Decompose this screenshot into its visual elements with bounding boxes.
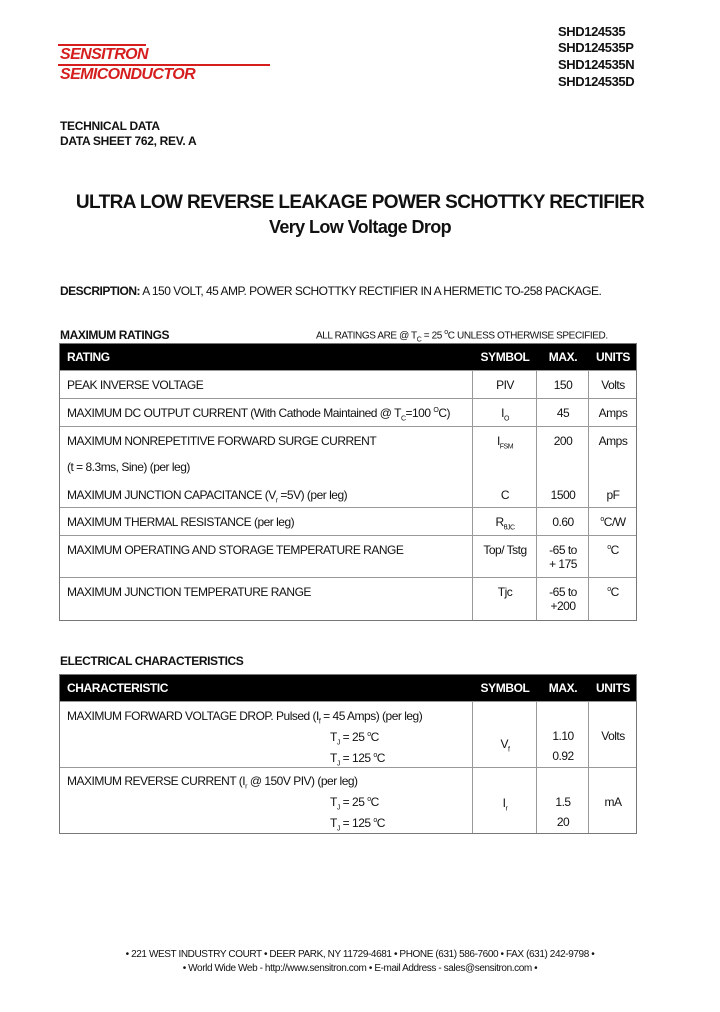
condition-125c: $T_J = 125$ $^o$C (330, 816, 385, 833)
col-max: MAX. (548, 350, 578, 364)
description-label: DESCRIPTION: (60, 284, 141, 298)
symbol: $V_f$ (500, 737, 510, 754)
max-ratings-header (60, 344, 636, 370)
symbol: PIV (496, 378, 514, 392)
rating-label: MAXIMUM THERMAL RESISTANCE (per leg) (67, 515, 295, 529)
condition-25c: $T_J = 25$ $^o$C (330, 795, 379, 812)
units: pF (606, 488, 620, 502)
units: Volts (601, 378, 625, 392)
col-symbol: SYMBOL (480, 350, 530, 364)
table-row (60, 398, 636, 427)
symbol: Tjc (497, 585, 513, 599)
units: Volts (601, 729, 625, 743)
units: $^o$C/W (600, 515, 626, 529)
units: $^o$C (607, 543, 619, 557)
table-row (60, 426, 636, 508)
condition-25c: $T_J = 25$ $^o$C (330, 730, 379, 747)
footer-address: • 221 WEST INDUSTRY COURT • DEER PARK, NY 11729-4681 • PHONE (631) 586-7600 • FAX (631) 242-9798 • (125, 949, 595, 960)
units: mA (604, 795, 622, 809)
part-number-4: SHD124535D (558, 74, 635, 89)
max-value: 1.5 (555, 795, 571, 809)
col-rating: RATING (67, 350, 110, 364)
col-units: UNITS (595, 681, 630, 695)
max-value-2: +200 (550, 599, 576, 613)
description (60, 284, 601, 298)
col-characteristic: CHARACTERISTIC (67, 681, 169, 695)
table-row (60, 767, 636, 834)
max-value: 1.10 (552, 729, 574, 743)
units: Amps (598, 406, 628, 420)
max-value: -65 to (549, 585, 577, 599)
units: $^o$C (607, 585, 619, 599)
rating-label-condition: (t = 8.3ms, Sine) (per leg) (67, 460, 190, 474)
characteristic-label: MAXIMUM FORWARD VOLTAGE DROP. Pulsed ($I_f = 45$ Amps) (per leg) (67, 709, 423, 726)
symbol: C (500, 488, 510, 502)
max-value: -65 to (549, 543, 577, 557)
units: Amps (598, 434, 628, 448)
max-value: 1500 (550, 488, 576, 502)
max-value-2: 0.92 (552, 749, 574, 763)
max-value-2: + 175 (549, 557, 577, 571)
rating-label: MAXIMUM OPERATING AND STORAGE TEMPERATURE RANGE (67, 543, 404, 557)
rating-label: PEAK INVERSE VOLTAGE (67, 378, 204, 392)
col-units: UNITS (595, 350, 630, 364)
logo-sensitron: SENSITRON (60, 46, 148, 63)
electrical-header (60, 675, 636, 701)
footer-web: • World Wide Web - http://www.sensitron.com • E-mail Address - sales@sensitron.com • (182, 963, 538, 974)
part-number-2: SHD124535P (558, 40, 634, 55)
max-value: 0.60 (552, 515, 574, 529)
rating-label: MAXIMUM JUNCTION TEMPERATURE RANGE (67, 585, 311, 599)
max-value: 150 (553, 378, 573, 392)
rating-label: MAXIMUM DC OUTPUT CURRENT (With Cathode Maintained @ $T_C=100$ $^O$C) (67, 406, 450, 423)
table-row (60, 535, 636, 578)
condition-125c: $T_J = 125$ $^o$C (330, 751, 385, 768)
logo-semiconductor: SEMICONDUCTOR (60, 66, 196, 83)
table-row (60, 507, 636, 536)
max-ratings-table (59, 343, 637, 621)
max-ratings-heading: MAXIMUM RATINGS (60, 328, 170, 342)
symbol: $R_{\theta JC}$ (495, 515, 515, 532)
table-row (60, 701, 636, 768)
characteristic-label: MAXIMUM REVERSE CURRENT ($I_r$ @ 150V PIV) (per leg) (67, 774, 358, 791)
description-text: A 150 VOLT, 45 AMP. POWER SCHOTTKY RECTIFIER IN A HERMETIC TO-258 PACKAGE. (142, 284, 602, 298)
col-max: MAX. (548, 681, 578, 695)
col-symbol: SYMBOL (480, 681, 530, 695)
symbol: Top/ Tstg (483, 543, 527, 557)
data-sheet-label: DATA SHEET 762, REV. A (60, 134, 197, 148)
technical-data-label: TECHNICAL DATA (60, 119, 160, 133)
symbol: $I_{FSM}$ (496, 434, 514, 451)
max-value: 200 (553, 434, 573, 448)
page-title: ULTRA LOW REVERSE LEAKAGE POWER SCHOTTKY RECTIFIER (75, 192, 645, 213)
page-subtitle: Very Low Voltage Drop (268, 217, 452, 237)
rating-label: MAXIMUM NONREPETITIVE FORWARD SURGE CURRENT (67, 434, 377, 448)
part-number-1: SHD124535 (558, 24, 626, 39)
rating-label: MAXIMUM JUNCTION CAPACITANCE $(V_r =5V)$ (per leg) (67, 488, 348, 505)
part-number-3: SHD124535N (558, 57, 635, 72)
symbol: $I_O$ (501, 406, 509, 423)
electrical-heading: ELECTRICAL CHARACTERISTICS (60, 654, 244, 668)
table-row (60, 577, 636, 621)
ratings-note: ALL RATINGS ARE @ $T_C = 25$ $^o$C UNLESS OTHERWISE SPECIFIED. (316, 329, 608, 344)
electrical-table (59, 674, 637, 834)
max-value-2: 20 (556, 815, 570, 829)
max-value: 45 (556, 406, 570, 420)
table-row (60, 370, 636, 399)
symbol: $I_r$ (502, 796, 508, 813)
